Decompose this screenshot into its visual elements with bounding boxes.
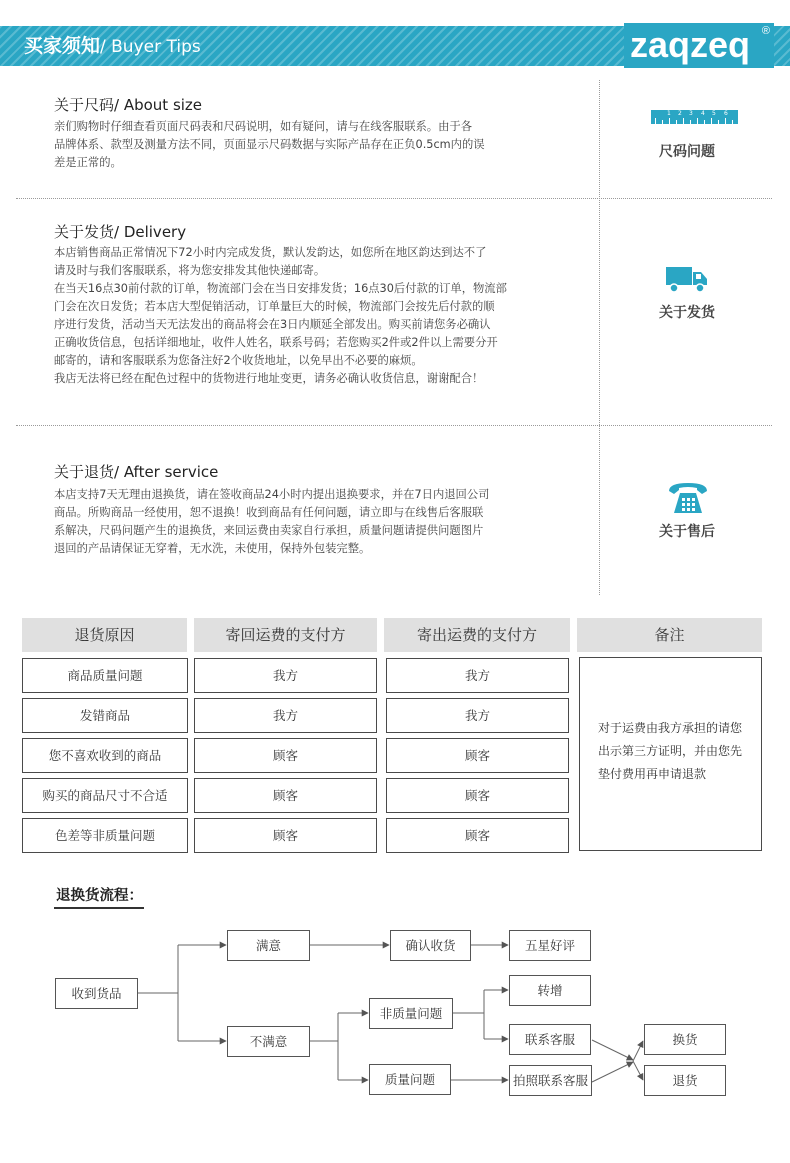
table-cell-send-fee: 顾客 — [386, 778, 569, 813]
delivery-line: 在当天16点30前付款的订单，物流部门会在当日安排发货；16点30后付款的订单，物流部 — [54, 282, 507, 295]
flow-title: 退换货流程： — [56, 888, 143, 904]
page-title-en: / Buyer Tips — [100, 37, 201, 57]
table-cell-return-fee: 顾客 — [194, 738, 377, 773]
flow-received-box: 收到货品 — [55, 978, 138, 1009]
size-line: 差是正常的。 — [54, 156, 122, 169]
size-line: 亲们购物时仔细查看页面尺码表和尺码说明，如有疑问，请与在线客服联系。由于各 — [54, 120, 472, 133]
delivery-line: 本店销售商品正常情况下72小时内完成发货，默认发韵达，如您所在地区韵达到达不了 — [54, 246, 487, 259]
table-cell-reason: 商品质量问题 — [22, 658, 188, 693]
ruler-number: 4 — [701, 110, 705, 117]
flow-satisfied-box: 满意 — [227, 930, 310, 961]
ruler-number: 5 — [712, 110, 716, 117]
delivery-side-label: 关于发货 — [659, 305, 715, 321]
registered-mark: ® — [761, 25, 770, 37]
delivery-line: 正确收货信息，包括详细地址，收件人姓名，联系号码；若您购买2件或2件以上需要分开 — [54, 336, 498, 349]
ruler-number: 3 — [689, 110, 693, 117]
size-line: 品牌体系、款型及测量方法不同，页面显示尺码数据与实际产品存在正负0.5cm内的误 — [54, 138, 485, 151]
table-cell-reason: 色差等非质量问题 — [22, 818, 188, 853]
flow-five-star-box: 五星好评 — [509, 930, 591, 961]
flow-unsatisfied-box: 不满意 — [227, 1026, 310, 1057]
flow-contact-service-box: 联系客服 — [509, 1024, 591, 1055]
delivery-line: 我店无法将已经在配色过程中的货物进行地址变更，请务必确认收货信息，谢谢配合！ — [54, 372, 484, 385]
after-service-line: 商品。所购商品一经使用，恕不退换！收到商品有任何问题，请立即与在线售后客服联 — [54, 506, 484, 519]
delivery-line: 邮寄的，请和客服联系为您备注好2个收货地址，以免早出不必要的麻烦。 — [54, 354, 423, 367]
page-title-cn: 买家须知 — [24, 35, 101, 57]
flow-non-quality-box: 非质量问题 — [369, 998, 453, 1029]
delivery-section-title: 关于发货/ Delivery — [54, 223, 187, 241]
table-cell-send-fee: 顾客 — [386, 738, 569, 773]
flow-transfer-box: 转增 — [509, 975, 591, 1006]
after-service-line: 退回的产品请保证无穿着，无水洗，未使用，保持外包装完整。 — [54, 542, 371, 555]
ruler-number: 2 — [678, 110, 682, 117]
table-header-send-fee: 寄出运费的支付方 — [384, 618, 570, 652]
after-service-line: 本店支持7天无理由退换货，请在签收商品24小时内提出退换要求，并在7日内退回公司 — [54, 488, 490, 501]
table-note-cell: 对于运费由我方承担的请您出示第三方证明，并由您先垫付费用再申请退款 — [579, 657, 762, 851]
flow-exchange-box: 换货 — [644, 1024, 726, 1055]
table-cell-send-fee: 我方 — [386, 658, 569, 693]
after-service-line: 系解决，尺码问题产生的退换货，来回运费由卖家自行承担，质量问题请提供问题图片 — [54, 524, 484, 537]
table-header-reason: 退货原因 — [22, 618, 187, 652]
flow-return-box: 退货 — [644, 1065, 726, 1096]
table-cell-reason: 发错商品 — [22, 698, 188, 733]
table-cell-return-fee: 我方 — [194, 698, 377, 733]
table-header-note: 备注 — [577, 618, 762, 652]
ruler-number: 6 — [724, 110, 728, 117]
size-side-label: 尺码问题 — [659, 144, 715, 160]
delivery-line: 请及时与我们客服联系，将为您安排发其他快递邮寄。 — [54, 264, 326, 277]
table-header-return-fee: 寄回运费的支付方 — [194, 618, 377, 652]
table-cell-return-fee: 顾客 — [194, 818, 377, 853]
after-service-side-label: 关于售后 — [659, 524, 715, 540]
table-cell-return-fee: 顾客 — [194, 778, 377, 813]
delivery-line: 序进行发货，活动当天无法发出的商品将会在3日内顺延全部发出。购买前请您务必确认 — [54, 318, 491, 331]
after-service-section-title: 关于退货/ After service — [54, 463, 219, 481]
table-cell-send-fee: 顾客 — [386, 818, 569, 853]
table-cell-return-fee: 我方 — [194, 658, 377, 693]
delivery-line: 门会在次日发货；若本店大型促销活动，订单量巨大的时候，物流部门会按先后付款的顺 — [54, 300, 495, 313]
flow-confirm-box: 确认收货 — [390, 930, 471, 961]
table-cell-reason: 您不喜欢收到的商品 — [22, 738, 188, 773]
table-cell-send-fee: 我方 — [386, 698, 569, 733]
flow-photo-contact-box: 拍照联系客服 — [509, 1065, 592, 1096]
flow-quality-box: 质量问题 — [369, 1064, 451, 1095]
size-section-title: 关于尺码/ About size — [54, 96, 203, 114]
ruler-number: 1 — [667, 110, 671, 117]
table-cell-reason: 购买的商品尺寸不合适 — [22, 778, 188, 813]
brand-logo-text: zaqzeq — [630, 24, 751, 65]
